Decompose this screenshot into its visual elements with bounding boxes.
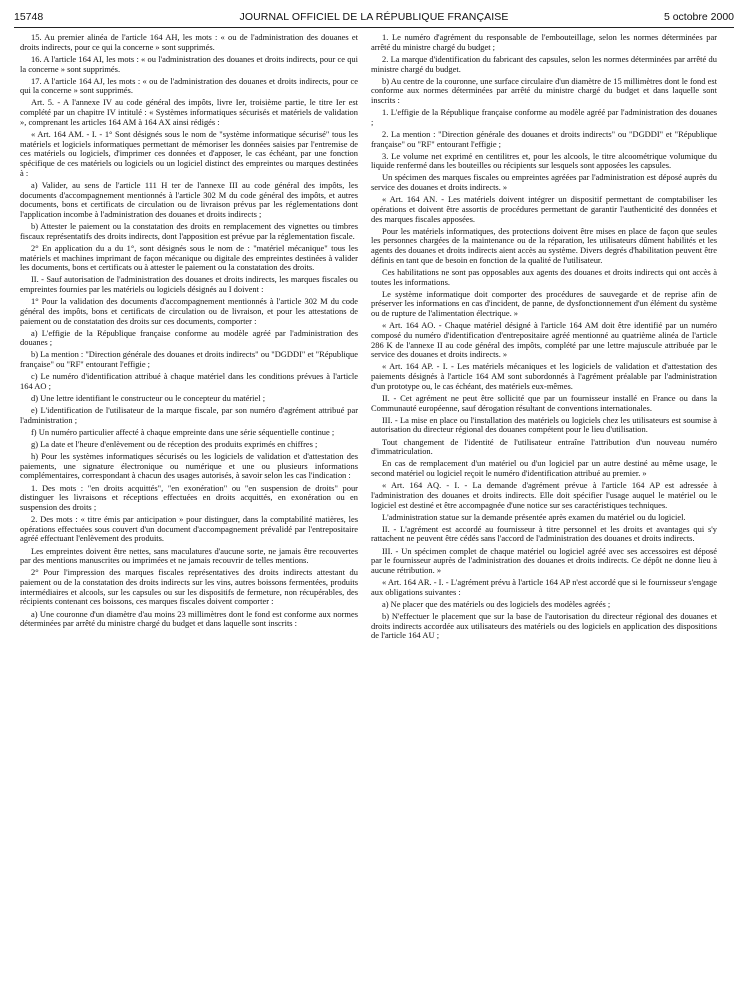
journal-title: JOURNAL OFFICIEL DE LA RÉPUBLIQUE FRANÇAISE [239, 11, 509, 23]
paragraph: Un spécimen des marques fiscales ou empreintes agréées par l'administration est déposé auprès du service des douanes et droits indirects. » [371, 172, 717, 193]
paragraph: 2. La marque d'identification du fabricant des capsules, selon les normes déterminées par arrêté du ministre chargé du budget. [371, 53, 717, 74]
paragraph: Pour les matériels informatiques, des protections doivent être mises en place de façon que seules les personnes chargées de la maintenance ou de la réparation, les utilisateurs dûment habilités et les agents des douanes et droits indirects aient accès au système. Divers degrés d'habilitation peuvent être définis en tant que de besoin en fonction de la qualité de l'utilisateur. [371, 225, 717, 265]
paragraph: a) Une couronne d'un diamètre d'au moins 23 millimètres dont le fond est conforme aux normes déterminées par arrêté du ministre chargé du budget et dans laquelle sont inscrits : [20, 608, 358, 629]
paragraph: 15. Au premier alinéa de l'article 164 AH, les mots : « ou de l'administration des douanes et droits indirects, pour ce qui la concerne » sont supprimés. [20, 33, 358, 52]
paragraph: III. - Un spécimen complet de chaque matériel ou logiciel agréé avec ses accessoires est déposé par le fournisseur auprès de l'administration des douanes et droits indirects. Ce dépôt ne donne lieu à aucune rétribution. » [371, 545, 717, 575]
paragraph: a) L'effigie de la République française conforme au modèle agréé par l'administration des douanes ; [20, 327, 358, 348]
paragraph: 1. Le numéro d'agrément du responsable de l'embouteillage, selon les normes déterminées par arrêté du ministre chargé du budget ; [371, 33, 717, 52]
paragraph: « Art. 164 AR. - I. - L'agrément prévu à l'article 164 AP n'est accordé que si le fournisseur s'engage aux obligations suivantes : [371, 577, 717, 597]
paragraph: III. - La mise en place ou l'installation des matériels ou logiciels chez les utilisateurs est soumise à autorisation du directeur régional des douanes compétent pour le lieu d'utilisation. [371, 414, 717, 435]
paragraph: « Art. 164 AN. - Les matériels doivent intégrer un dispositif permettant de comptabiliser les opérations et doivent être assortis de procédures permettant de garantir l'authenticité des données et des marques fiscales apposées. [371, 194, 717, 224]
paragraph: 16. A l'article 164 AI, les mots : « ou l'administration des douanes et droits indirects, pour ce qui la concerne » sont supprimés. [20, 53, 358, 74]
paragraph: 17. A l'article 164 AJ, les mots : « ou de l'administration des douanes et droits indirects, pour ce qui la concerne » sont supprimés. [20, 75, 358, 96]
paragraph: II. - Cet agrément ne peut être sollicité que par un fournisseur installé en France ou dans la Communauté européenne, sauf dérogation résultant de conventions internationales. [371, 392, 717, 413]
paragraph: L'administration statue sur la demande présentée après examen du matériel ou du logiciel. [382, 511, 686, 522]
paragraph: d) Une lettre identifiant le constructeur ou le concepteur du matériel ; [31, 392, 266, 403]
paragraph: Art. 5. - A l'annexe IV au code général des impôts, livre Ier, troisième partie, le titre Ier est complété par un chapitre IV intitulé : « Systèmes informatiques sécurisés et matériels de validation », comprenant les articles 164 AM à 164 AX ainsi rédigés : [20, 97, 358, 127]
paragraph: g) La date et l'heure d'enlèvement ou de réception des produits exprimés en chiffres ; [31, 438, 318, 449]
paragraph: « Art. 164 AQ. - I. - La demande d'agrément prévue à l'article 164 AP est adressée à l'administration des douanes et droits indirects. Elle doit spécifier l'usage auquel le matériel ou le logiciel est destiné et être accompagnée d'une notice sur ses caractéristiques techniques. [371, 480, 717, 510]
paragraph: 2° En application du a du 1°, sont désignés sous le nom de : "matériel mécanique" tous les matériels et machines imprimant de façon mécanique ou digitale des empreintes destinées à valider les documents, bons et certificats ou à attester le paiement ou la constatation des droits. [20, 242, 358, 273]
paragraph: 1. L'effigie de la République française conforme au modèle agréé par l'administration des douanes ; [371, 107, 717, 127]
paragraph: Les empreintes doivent être nettes, sans maculatures d'aucune sorte, ne jamais être recouvertes par des mentions manuscrites ou imprimées et ne jamais recouvrir de telles mentions. [20, 545, 358, 566]
paragraph: b) Attester le paiement ou la constatation des droits en remplacement des vignettes ou timbres fiscaux représentatifs des droits indirects, dont l'apposition est prévue par la réglementation fiscale. [20, 221, 358, 241]
paragraph: « Art. 164 AO. - Chaque matériel désigné à l'article 164 AM doit être identifié par un numéro composé du numéro d'identification d'entrepositaire agréé mentionné au quatrième alinéa de l'article 286 K de l'annexe II au code général des impôts, complété par une lettre majuscule attribuée par le service des douanes et droits indirects. » [371, 320, 717, 360]
paragraph: e) L'identification de l'utilisateur de la marque fiscale, par son numéro d'agrément attribué par l'administration ; [20, 405, 358, 425]
page-number: 15748 [14, 11, 44, 23]
paragraph: II. - Sauf autorisation de l'administration des douanes et droits indirects, les marques fiscales ou empreintes fournies par les matériels ou logiciels désignés au I doivent : [20, 274, 358, 294]
paragraph: En cas de remplacement d'un matériel ou d'un logiciel par un autre destiné au même usage, le second matériel ou logiciel reçoit le numéro d'identification attribué au premier. » [371, 458, 717, 479]
paragraph: 2. La mention : "Direction générale des douanes et droits indirects" ou "DGDDI" et "République française" ou "RF" entourant l'effigie ; [371, 128, 717, 149]
paragraph: b) N'effectuer le placement que sur la base de l'autorisation du directeur régional des douanes et droits indirects accordée aux utilisateurs des matériels ou des logiciels en application des dispositions de l'article 164 AU ; [371, 610, 717, 641]
paragraph: b) La mention : "Direction générale des douanes et droits indirects" ou "DGDDI" et "République française" ou "RF" entourant l'effigie ; [20, 349, 358, 370]
paragraph: 1° Pour la validation des documents d'accompagnement mentionnés à l'article 302 M du code général des impôts, bons et certificats de circulation ou de livraison, et pour les attestations de paiement ou de constatation des droits sur ces documents, comporter : [20, 296, 358, 326]
paragraph: 2. Des mots : « titre émis par anticipation » pour distinguer, dans la comptabilité matières, les opérations effectuées sous couvert d'un document d'accompagnement prévalidé par l'entrepositaire agréé effectuant l'enlèvement des produits. [20, 514, 358, 544]
header-rule [14, 27, 734, 28]
paragraph: « Art. 164 AM. - I. - 1° Sont désignés sous le nom de "système informatique sécurisé" tous les matériels et logiciels informatiques permettant de mémoriser les données saisies par l'entremise de ces matériels ou logiciels, d'imprimer ces données et d'apposer, le cas échéant, par une fonction spécifique de ces matériels ou logiciels ou un logiciel distinct des empreintes ou marques destinées à : [20, 128, 358, 178]
paragraph: Le système informatique doit comporter des procédures de sauvegarde et de reprise afin de préserver les informations en cas d'incident, de panne, de dysfonctionnement d'un élément du système ou de rupture de l'alimentation électrique. » [371, 288, 717, 319]
paragraph: a) Ne placer que des matériels ou des logiciels des modèles agréés ; [382, 598, 611, 609]
paragraph: Ces habilitations ne sont pas opposables aux agents des douanes et droits indirects qui ont accès à toutes les informations. [371, 266, 717, 287]
paragraph: c) Le numéro d'identification attribué à chaque matériel dans les conditions prévues à l'article 164 AO ; [20, 371, 358, 391]
paragraph: a) Valider, au sens de l'article 111 H ter de l'annexe III au code général des impôts, les documents d'accompagnement mentionnés à l'article 302 M du code général des impôts, et autres documents, bons et certificats de circulation ou de livraison prévus par les réglementations dont l'application incombe à l'administration des douanes et droits indirects ; [20, 179, 358, 219]
page-header [14, 8, 734, 26]
paragraph: Tout changement de l'identité de l'utilisateur entraîne l'attribution d'un nouveau numéro d'immatriculation. [371, 436, 717, 457]
paragraph: 1. Des mots : "en droits acquittés", "en exonération" ou "en suspension de droits" pour distinguer les livraisons et réceptions effectuées en droits acquittés, en exonération ou en suspension des droits ; [20, 482, 358, 512]
paragraph: II. - L'agrément est accordé au fournisseur à titre personnel et les droits et avantages qui s'y rattachent ne peuvent être cédés sans l'accord de l'administration des douanes et droits indirects. [371, 523, 717, 544]
left-text-column [20, 33, 358, 978]
paragraph: b) Au centre de la couronne, une surface circulaire d'un diamètre de 15 millimètres dont le fond est conforme aux normes déterminées par arrêté du ministre chargé du budget et dans laquelle sont inscrits : [371, 75, 717, 105]
publication-date: 5 octobre 2000 [663, 11, 734, 23]
paragraph: h) Pour les systèmes informatiques sécurisés ou les logiciels de validation et d'attestation des paiements, une signature électronique ou numérique et une ou plusieurs informations complémentaires, correspondant à chacun des usages autorisés, à savoir selon les cas l'indication : [20, 451, 358, 481]
paragraph: 3. Le volume net exprimé en centilitres et, pour les alcools, le titre alcoométrique volumique du liquide renfermé dans les bouteilles ou récipients sur lesquels sont apposées les capsules. [371, 150, 717, 171]
paragraph: « Art. 164 AP. - I. - Les matériels mécaniques et les logiciels de validation et d'attestation des paiements désignés à l'article 164 AM sont subordonnés à l'agrément préalable par l'administration d'un prototype ou, le cas échéant, des matériels eux-mêmes. [371, 361, 717, 391]
right-text-column [371, 33, 717, 978]
paragraph: f) Un numéro particulier affecté à chaque empreinte dans une série séquentielle continue ; [31, 426, 335, 437]
paragraph: 2° Pour l'impression des marques fiscales représentatives des droits indirects attestant du paiement ou de la constatation des droits indirects sur les vins, autres boissons fermentées, produits intermédiaires et alcools, sur les capsules ou sur les dispositifs de fermeture, non récupérables, des récipients contenant ces boissons, ces marques fiscales doivent comporter : [20, 567, 358, 607]
